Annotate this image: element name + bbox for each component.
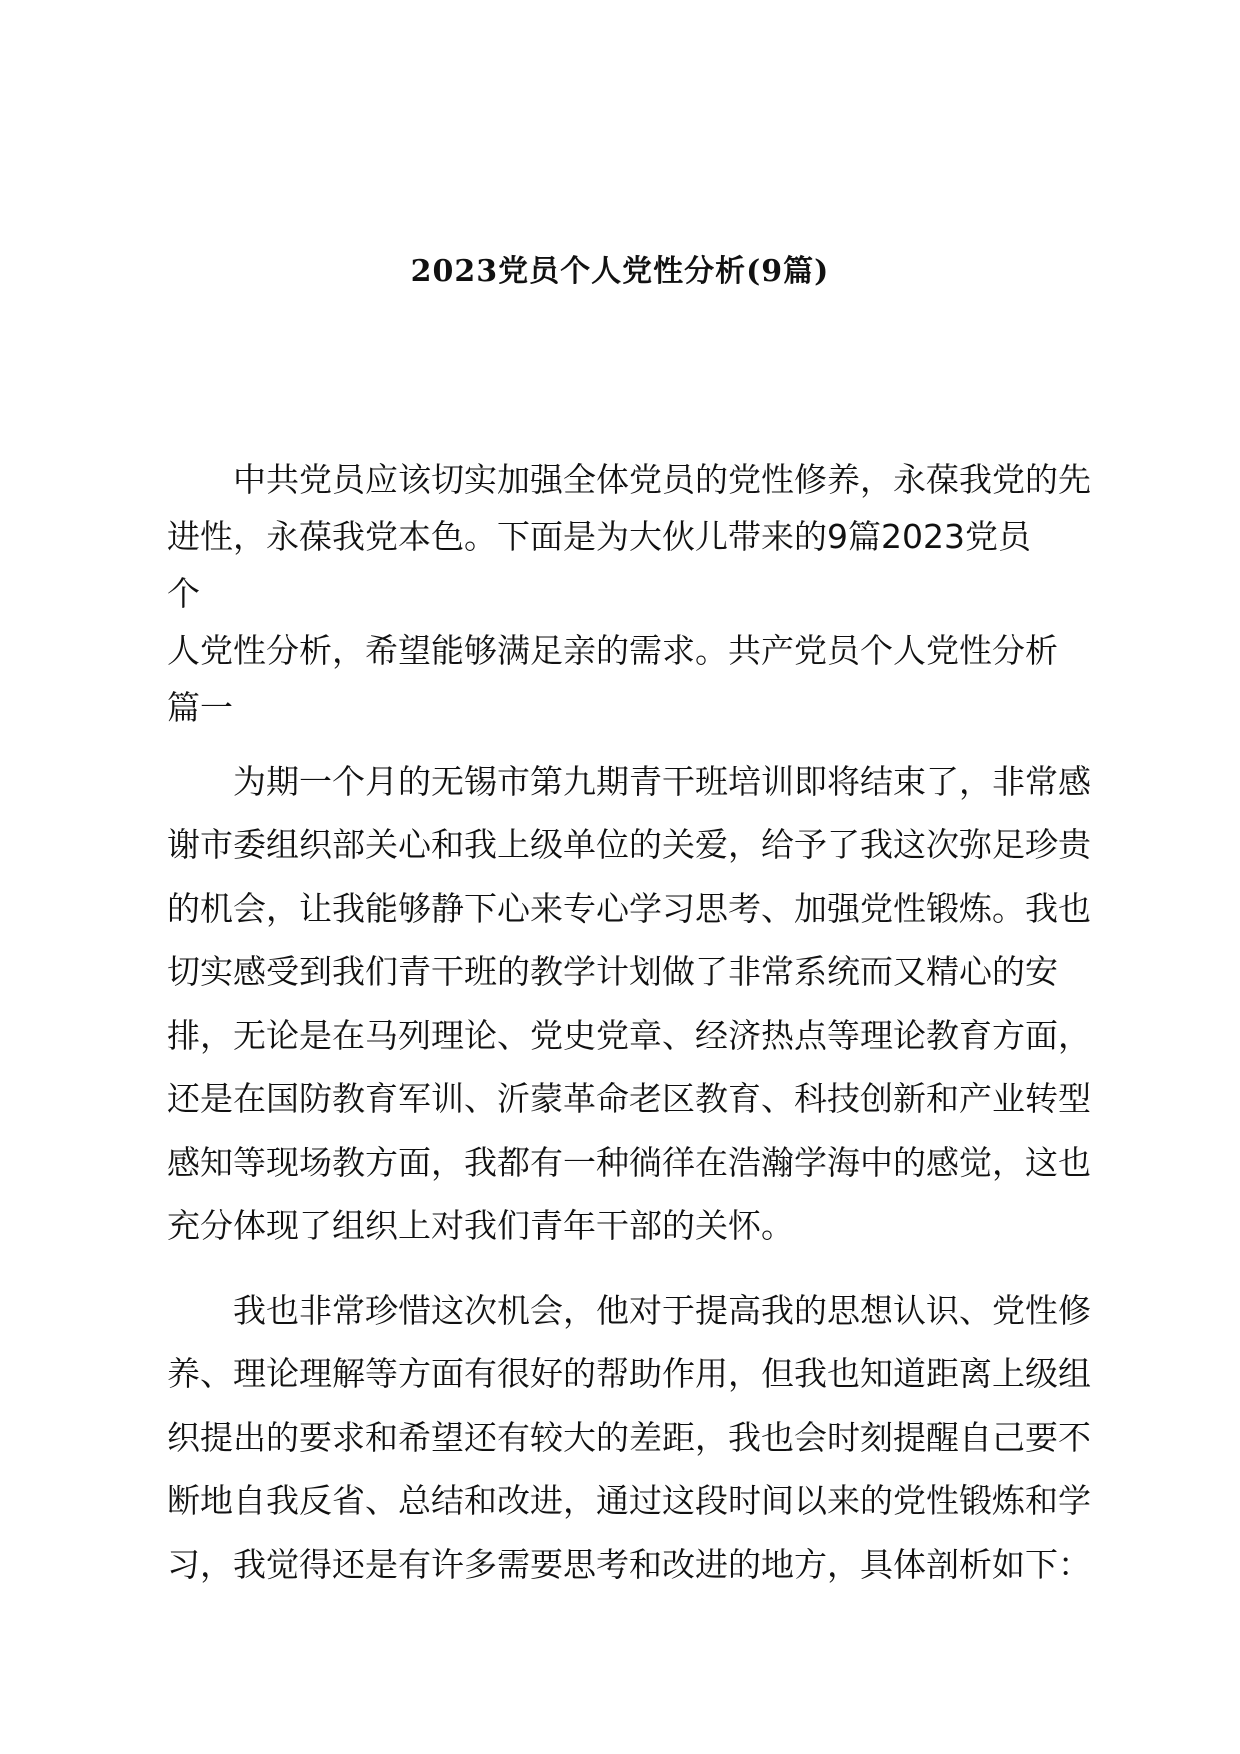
- paragraph-line: 篇一: [167, 688, 233, 727]
- paragraph-line: 谢市委组织部关心和我上级单位的关爱，给予了我这次弥足珍贵: [167, 825, 1091, 864]
- paragraph-line: 个: [167, 574, 200, 613]
- paragraph-line: 的机会，让我能够静下心来专心学习思考、加强党性锻炼。我也: [167, 889, 1091, 928]
- paragraph-line: 切实感受到我们青干班的教学计划做了非常系统而又精心的安: [167, 952, 1058, 991]
- paragraph-line: 中共党员应该切实加强全体党员的党性修养，永葆我党的先: [233, 460, 1091, 499]
- paragraph-line: 我也非常珍惜这次机会，他对于提高我的思想认识、党性修: [233, 1291, 1091, 1330]
- paragraph-line: 织提出的要求和希望还有较大的差距，我也会时刻提醒自己要不: [167, 1418, 1091, 1457]
- paragraph-line: 进性，永葆我党本色。下面是为大伙儿带来的9篇2023党员: [167, 517, 1031, 556]
- paragraph-line: 排，无论是在马列理论、党史党章、经济热点等理论教育方面，: [167, 1016, 1091, 1055]
- paragraph-line: 断地自我反省、总结和改进，通过这段时间以来的党性锻炼和学: [167, 1481, 1091, 1520]
- paragraph-line: 习，我觉得还是有许多需要思考和改进的地方，具体剖析如下：: [167, 1545, 1091, 1584]
- paragraph-line: 为期一个月的无锡市第九期青干班培训即将结束了，非常感: [233, 762, 1091, 801]
- paragraph-line: 还是在国防教育军训、沂蒙革命老区教育、科技创新和产业转型: [167, 1079, 1091, 1118]
- paragraph-line: 充分体现了组织上对我们青年干部的关怀。: [167, 1206, 794, 1245]
- paragraph-line: 感知等现场教方面，我都有一种徜徉在浩瀚学海中的感觉，这也: [167, 1143, 1091, 1182]
- document-title: 2023党员个人党性分析(9篇): [410, 254, 830, 289]
- paragraph-line: 养、理论理解等方面有很好的帮助作用，但我也知道距离上级组: [167, 1354, 1091, 1393]
- paragraph-line: 人党性分析，希望能够满足亲的需求。共产党员个人党性分析: [167, 631, 1058, 670]
